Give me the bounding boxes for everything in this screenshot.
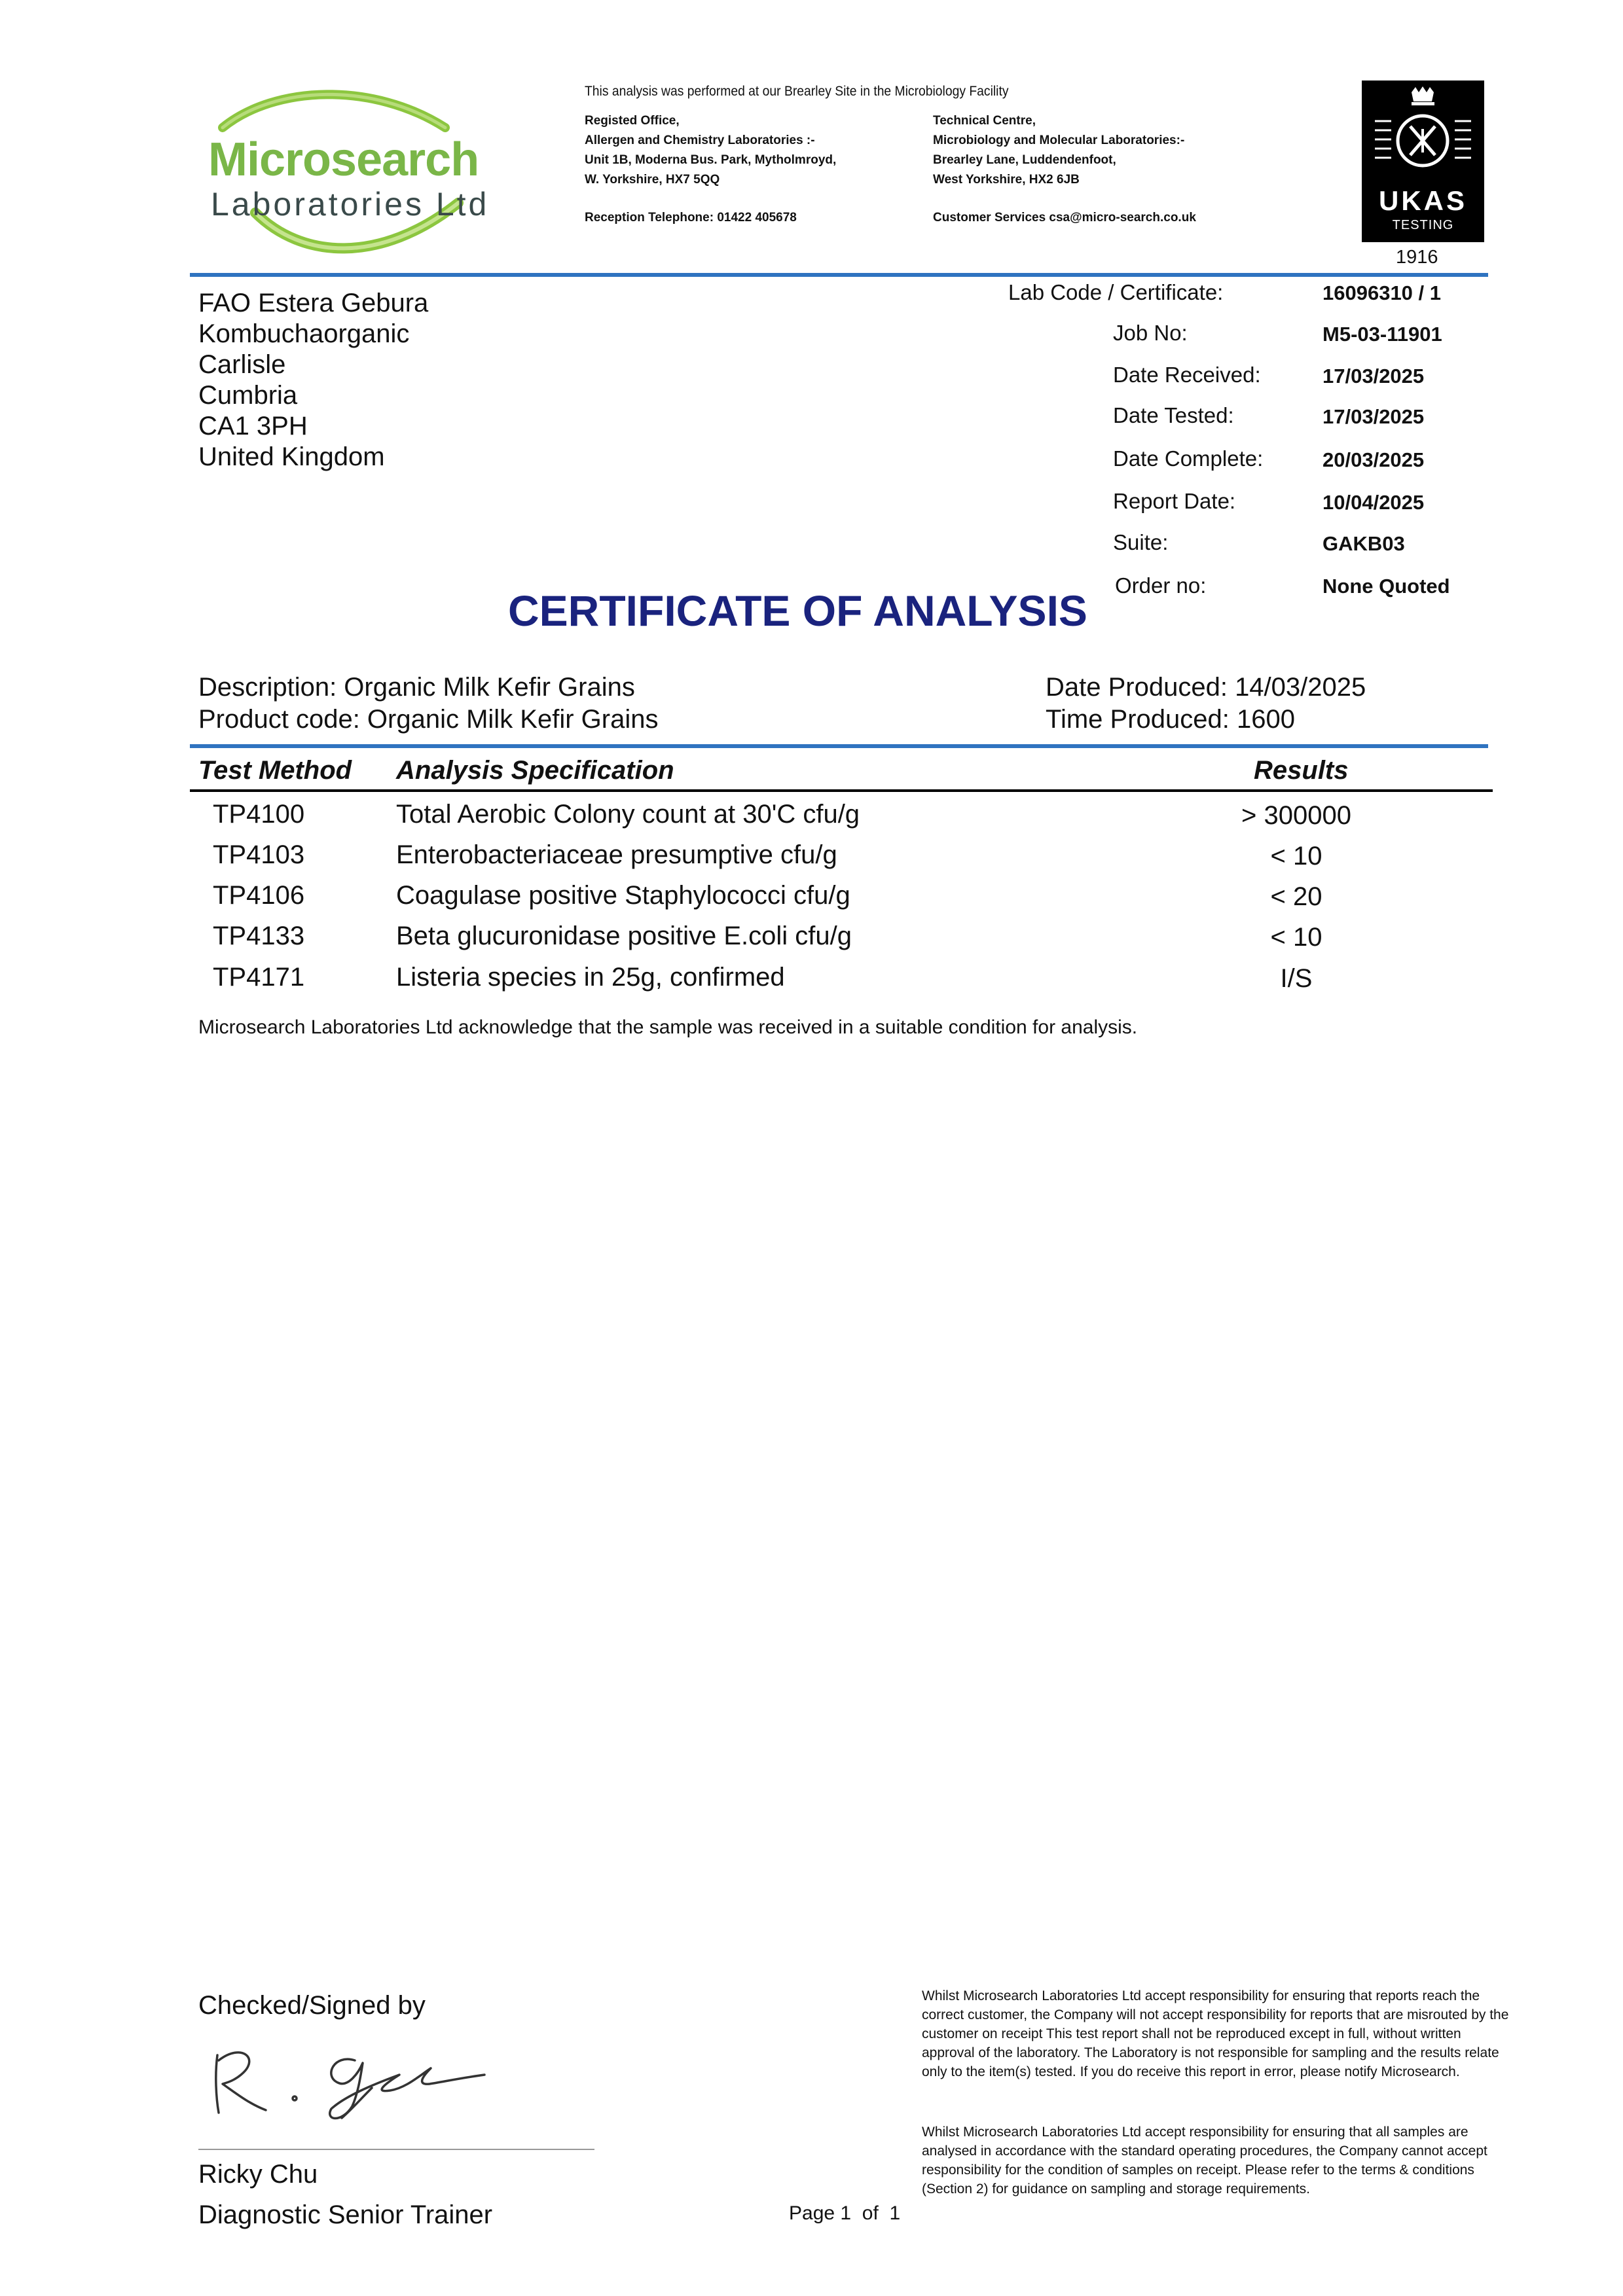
- lab-code-value: 16096310 / 1: [1322, 281, 1442, 304]
- signer-name: Ricky Chu: [198, 2160, 318, 2189]
- row-method: TP4106: [213, 881, 305, 910]
- registered-office: [585, 111, 836, 190]
- recipient-line: CA1 3PH: [198, 412, 308, 440]
- table-header-rule: [190, 789, 1493, 792]
- job-no-label: Job No:: [1113, 321, 1188, 345]
- header-test-method: Test Method: [198, 756, 352, 785]
- date-received-value: 17/03/2025: [1322, 365, 1425, 387]
- technical-centre-line: Microbiology and Molecular Laboratories:-: [933, 134, 1185, 147]
- technical-centre: [933, 111, 1184, 190]
- time-produced: Time Produced: 1600: [1046, 705, 1295, 734]
- row-spec: Beta glucuronidase positive E.coli cfu/g: [396, 922, 852, 950]
- ukas-number: 1916: [1396, 247, 1438, 268]
- row-method: TP4171: [213, 963, 305, 992]
- row-spec: Enterobacteriaceae presumptive cfu/g: [396, 840, 837, 869]
- signer-role: Diagnostic Senior Trainer: [198, 2200, 493, 2229]
- row-spec: Total Aerobic Colony count at 30'C cfu/g: [396, 800, 860, 829]
- row-result: I/S: [1280, 964, 1313, 993]
- acknowledgement-text: Microsearch Laboratories Ltd acknowledge that the sample was received in a suitable condition for analysis.: [198, 1016, 1138, 1038]
- logo-name: Microsearch: [208, 134, 479, 186]
- date-tested-value: 17/03/2025: [1322, 405, 1425, 428]
- disclaimer-routing: Whilst Microsearch Laboratories Ltd accept responsibility for ensuring that reports reach the correct customer, the Company will not accept responsibility for reports that are misrouted by the customer on receipt This test report shall not be reproduced except in full, without written approval of the laboratory. The Laboratory is not responsible for sampling and the results relate only to the item(s) tested. If you do receive this report in error, please notify Microsearch.: [922, 1988, 1509, 2079]
- registered-office-line: Registed Office,: [585, 114, 680, 128]
- order-no-value: None Quoted: [1322, 575, 1450, 598]
- row-method: TP4100: [213, 800, 305, 829]
- ukas-badge: [1362, 81, 1484, 242]
- registered-office-line: Unit 1B, Moderna Bus. Park, Mytholmroyd,: [585, 153, 837, 167]
- product-description: Description: Organic Milk Kefir Grains: [198, 673, 635, 702]
- logo-subname: Laboratories Ltd: [211, 186, 490, 223]
- job-no-value: M5-03-11901: [1322, 323, 1442, 346]
- order-no-label: Order no:: [1115, 573, 1207, 598]
- row-result: < 10: [1270, 923, 1322, 952]
- date-received-label: Date Received:: [1113, 363, 1261, 387]
- technical-centre-line: West Yorkshire, HX2 6JB: [933, 173, 1080, 187]
- company-logo: [196, 82, 504, 265]
- technical-centre-line: Technical Centre,: [933, 114, 1036, 128]
- row-spec: Coagulase positive Staphylococci cfu/g: [396, 881, 850, 910]
- document-title: CERTIFICATE OF ANALYSIS: [508, 586, 1087, 635]
- crown-crest-icon: [1362, 81, 1484, 185]
- recipient-line: United Kingdom: [198, 442, 385, 471]
- header-rule: [190, 273, 1488, 277]
- header-analysis-spec: Analysis Specification: [396, 756, 674, 785]
- page-number: Page 1 of 1: [789, 2202, 901, 2224]
- registered-office-line: W. Yorkshire, HX7 5QQ: [585, 173, 720, 187]
- signature-image: [203, 2036, 511, 2127]
- registered-office-line: Allergen and Chemistry Laboratories :-: [585, 134, 815, 147]
- lab-code-label: Lab Code / Certificate:: [1008, 280, 1224, 304]
- row-spec: Listeria species in 25g, confirmed: [396, 963, 785, 992]
- ukas-sub: TESTING: [1392, 218, 1454, 232]
- recipient-line: Cumbria: [198, 381, 298, 410]
- suite-value: GAKB03: [1322, 532, 1405, 555]
- report-date-label: Report Date:: [1113, 489, 1236, 513]
- row-method: TP4103: [213, 840, 305, 869]
- reception-phone: Reception Telephone: 01422 405678: [585, 211, 797, 224]
- ukas-name: UKAS: [1378, 185, 1467, 216]
- date-produced: Date Produced: 14/03/2025: [1046, 673, 1366, 702]
- date-tested-label: Date Tested:: [1113, 403, 1234, 427]
- recipient-line: Kombuchaorganic: [198, 319, 410, 348]
- customer-services: Customer Services csa@micro-search.co.uk: [933, 211, 1196, 224]
- recipient-line: Carlisle: [198, 350, 286, 379]
- suite-label: Suite:: [1113, 530, 1169, 554]
- recipient-address: [198, 288, 428, 473]
- site-note: This analysis was performed at our Brearley Site in the Microbiology Facility: [585, 84, 1009, 99]
- disclaimer-samples: Whilst Microsearch Laboratories Ltd accept responsibility for ensuring that all samples are analysed in accordance with the standard operating procedures, the Company cannot accept responsibility for the condition of samples on receipt. Please refer to the terms & conditions (Section 2) for guidance on sampling and storage requirements.: [922, 2125, 1487, 2197]
- handwritten-signature-icon: [203, 2036, 511, 2127]
- signed-by-heading: Checked/Signed by: [198, 1991, 426, 2020]
- row-result: > 300000: [1241, 801, 1351, 830]
- product-code: Product code: Organic Milk Kefir Grains: [198, 705, 659, 734]
- date-complete-value: 20/03/2025: [1322, 448, 1425, 471]
- product-rule: [190, 744, 1488, 748]
- signature-rule: [198, 2149, 594, 2150]
- row-method: TP4133: [213, 922, 305, 950]
- header-results: Results: [1254, 756, 1349, 785]
- recipient-line: FAO Estera Gebura: [198, 289, 429, 317]
- row-result: < 20: [1270, 882, 1322, 911]
- technical-centre-line: Brearley Lane, Luddendenfoot,: [933, 153, 1116, 167]
- date-complete-label: Date Complete:: [1113, 446, 1264, 471]
- row-result: < 10: [1270, 842, 1322, 870]
- report-date-value: 10/04/2025: [1322, 491, 1425, 514]
